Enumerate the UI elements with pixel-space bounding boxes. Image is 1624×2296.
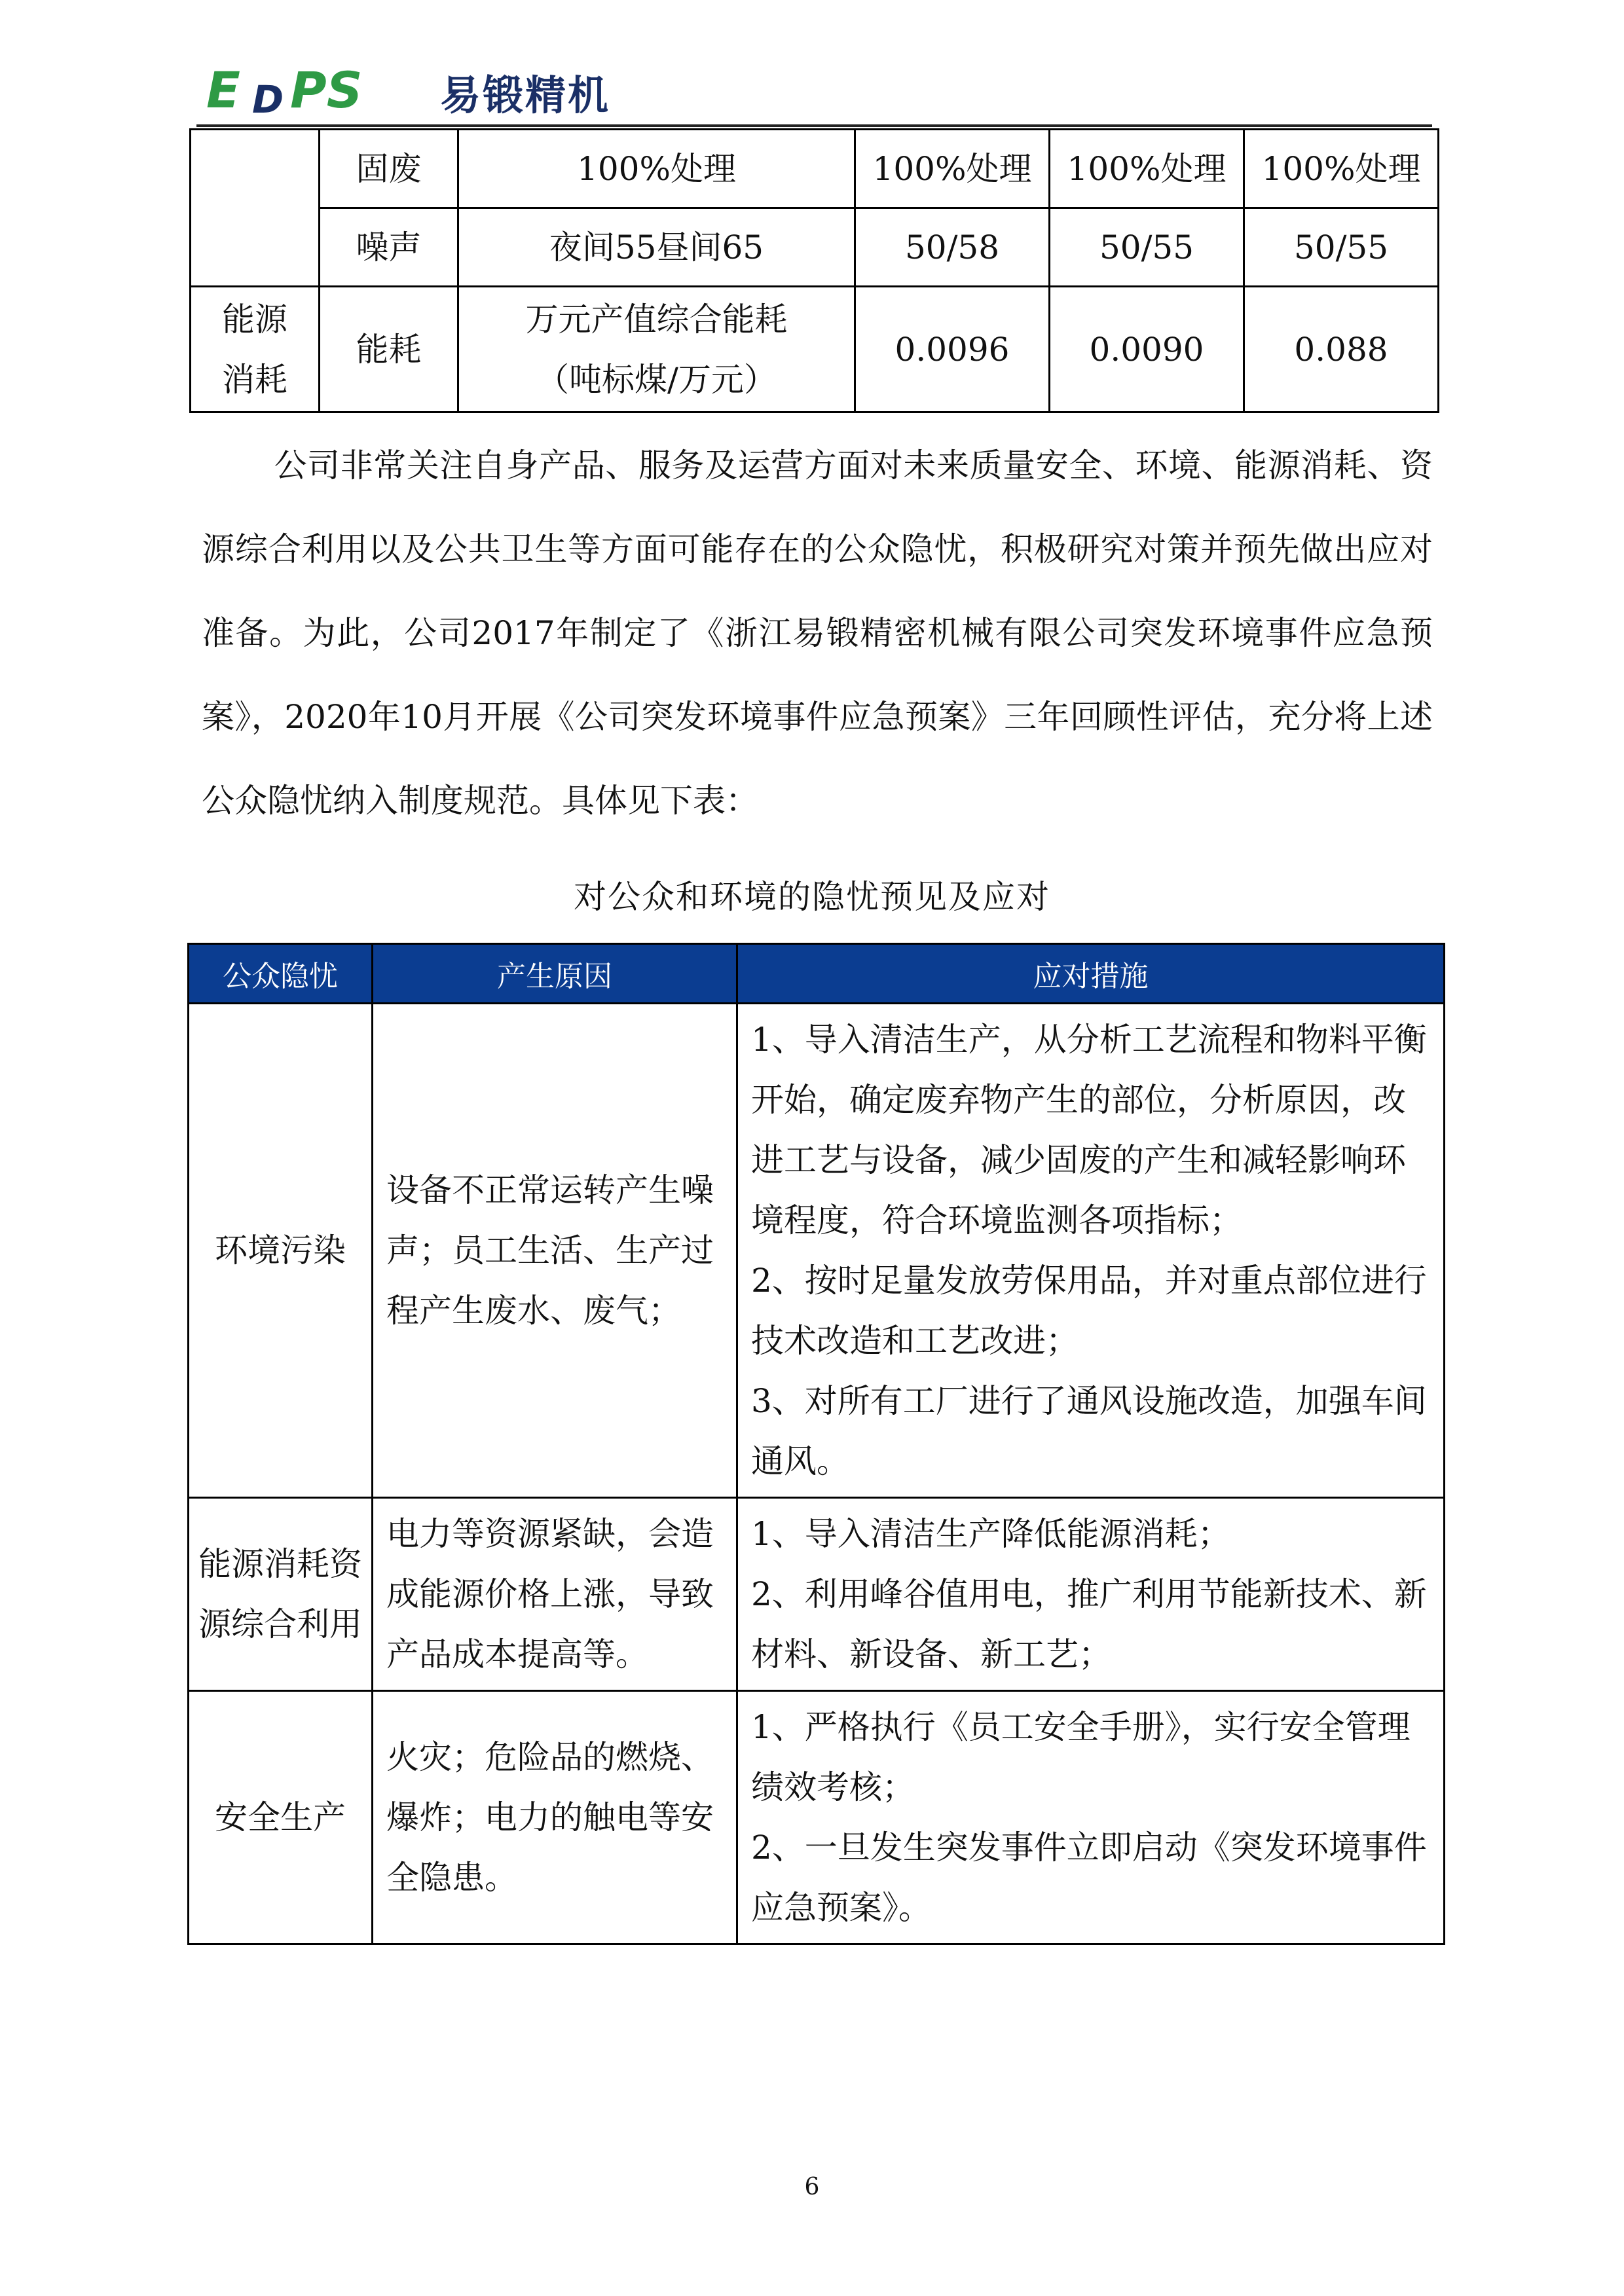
measure-item: 1、导入清洁生产，从分析工艺流程和物料平衡开始，确定废弃物产生的部位，分析原因，改进工艺与设备，减少固废的产生和减轻影响环境程度，符合环境监测各项指标； xyxy=(751,1021,1427,1239)
measure-item: 3、对所有工厂进行了通风设施改造，加强车间通风。 xyxy=(751,1382,1427,1480)
concern-cell: 环境污染 xyxy=(189,1004,373,1498)
measures-cell xyxy=(737,1004,1445,1498)
logo-letters-ps: PS xyxy=(290,67,363,119)
body-paragraph xyxy=(202,424,1433,843)
measure-item: 2、按时足量发放劳保用品，并对重点部位进行技术改造和工艺改进； xyxy=(751,1262,1427,1360)
table-row xyxy=(189,1691,1445,1944)
column-header: 产生原因 xyxy=(373,944,737,1004)
cause-cell: 设备不正常运转产生噪声；员工生活、生产过程产生废水、废气； xyxy=(373,1004,737,1498)
value-cell: 0.0090 xyxy=(1050,287,1244,412)
value-cell: 0.088 xyxy=(1244,287,1439,412)
value-cell: 50/55 xyxy=(1244,208,1439,287)
measure-item: 2、利用峰谷值用电，推广利用节能新技术、新材料、新设备、新工艺； xyxy=(751,1575,1427,1673)
table-row xyxy=(191,208,1439,287)
group-cell xyxy=(191,130,320,287)
item-cell: 固废 xyxy=(320,130,458,208)
logo-letter-d: D xyxy=(252,77,284,119)
measure-item: 1、严格执行《员工安全手册》，实行安全管理绩效考核； xyxy=(751,1708,1411,1806)
value-cell: 100%处理 xyxy=(1050,130,1244,208)
group-cell xyxy=(191,287,320,412)
standard-cell: 100%处理 xyxy=(458,130,855,208)
column-header: 公众隐忧 xyxy=(189,944,373,1004)
value-cell: 50/58 xyxy=(855,208,1050,287)
table-row xyxy=(191,287,1439,412)
value-cell: 100%处理 xyxy=(1244,130,1439,208)
concern-cell: 安全生产 xyxy=(189,1691,373,1944)
metrics-table xyxy=(189,128,1439,413)
group-label-line: 消耗 xyxy=(222,360,287,399)
item-cell: 噪声 xyxy=(320,208,458,287)
table-row xyxy=(189,1004,1445,1498)
logo-text: 易锻精机 xyxy=(440,71,611,119)
measures-cell xyxy=(737,1498,1445,1691)
standard-line: （吨标煤/万元） xyxy=(536,360,777,399)
cause-cell: 电力等资源紧缺，会造成能源价格上涨，导致产品成本提高等。 xyxy=(373,1498,737,1691)
value-cell: 50/55 xyxy=(1050,208,1244,287)
value-cell: 0.0096 xyxy=(855,287,1050,412)
table-row xyxy=(189,1498,1445,1691)
logo-letter-e: E xyxy=(206,67,240,119)
header-rule xyxy=(196,124,1432,127)
measure-item: 2、一旦发生突发事件立即启动《突发环境事件应急预案》。 xyxy=(751,1829,1427,1927)
table-caption: 对公众和环境的隐忧预见及应对 xyxy=(574,878,1050,916)
logo-mark xyxy=(206,67,362,119)
measures-cell xyxy=(737,1691,1445,1944)
group-label-line: 能源 xyxy=(222,300,287,338)
column-header: 应对措施 xyxy=(737,944,1445,1004)
table-row xyxy=(191,130,1439,208)
paragraph-text: 公司非常关注自身产品、服务及运营方面对未来质量安全、环境、能源消耗、资源综合利用以及公共卫生等方面可能存在的公众隐忧，积极研究对策并预先做出应对准备。为此，公司2017年制定了《浙江易锻精密机械有限公司突发环境事件应急预案》，2020年10月开展《公司突发环境事件应急预案》三年回顾性评估，充分将上述公众隐忧纳入制度规范。具体见下表： xyxy=(202,446,1433,820)
concerns-table xyxy=(187,943,1445,1945)
measure-item: 1、导入清洁生产降低能源消耗； xyxy=(751,1515,1230,1553)
standard-cell xyxy=(458,287,855,412)
item-cell: 能耗 xyxy=(320,287,458,412)
table-header-row xyxy=(189,944,1445,1004)
cause-cell: 火灾；危险品的燃烧、爆炸；电力的触电等安全隐患。 xyxy=(373,1691,737,1944)
concern-cell: 能源消耗资源综合利用 xyxy=(189,1498,373,1691)
standard-line: 万元产值综合能耗 xyxy=(525,300,788,338)
page-number: 6 xyxy=(804,2174,820,2200)
standard-cell: 夜间55昼间65 xyxy=(458,208,855,287)
value-cell: 100%处理 xyxy=(855,130,1050,208)
